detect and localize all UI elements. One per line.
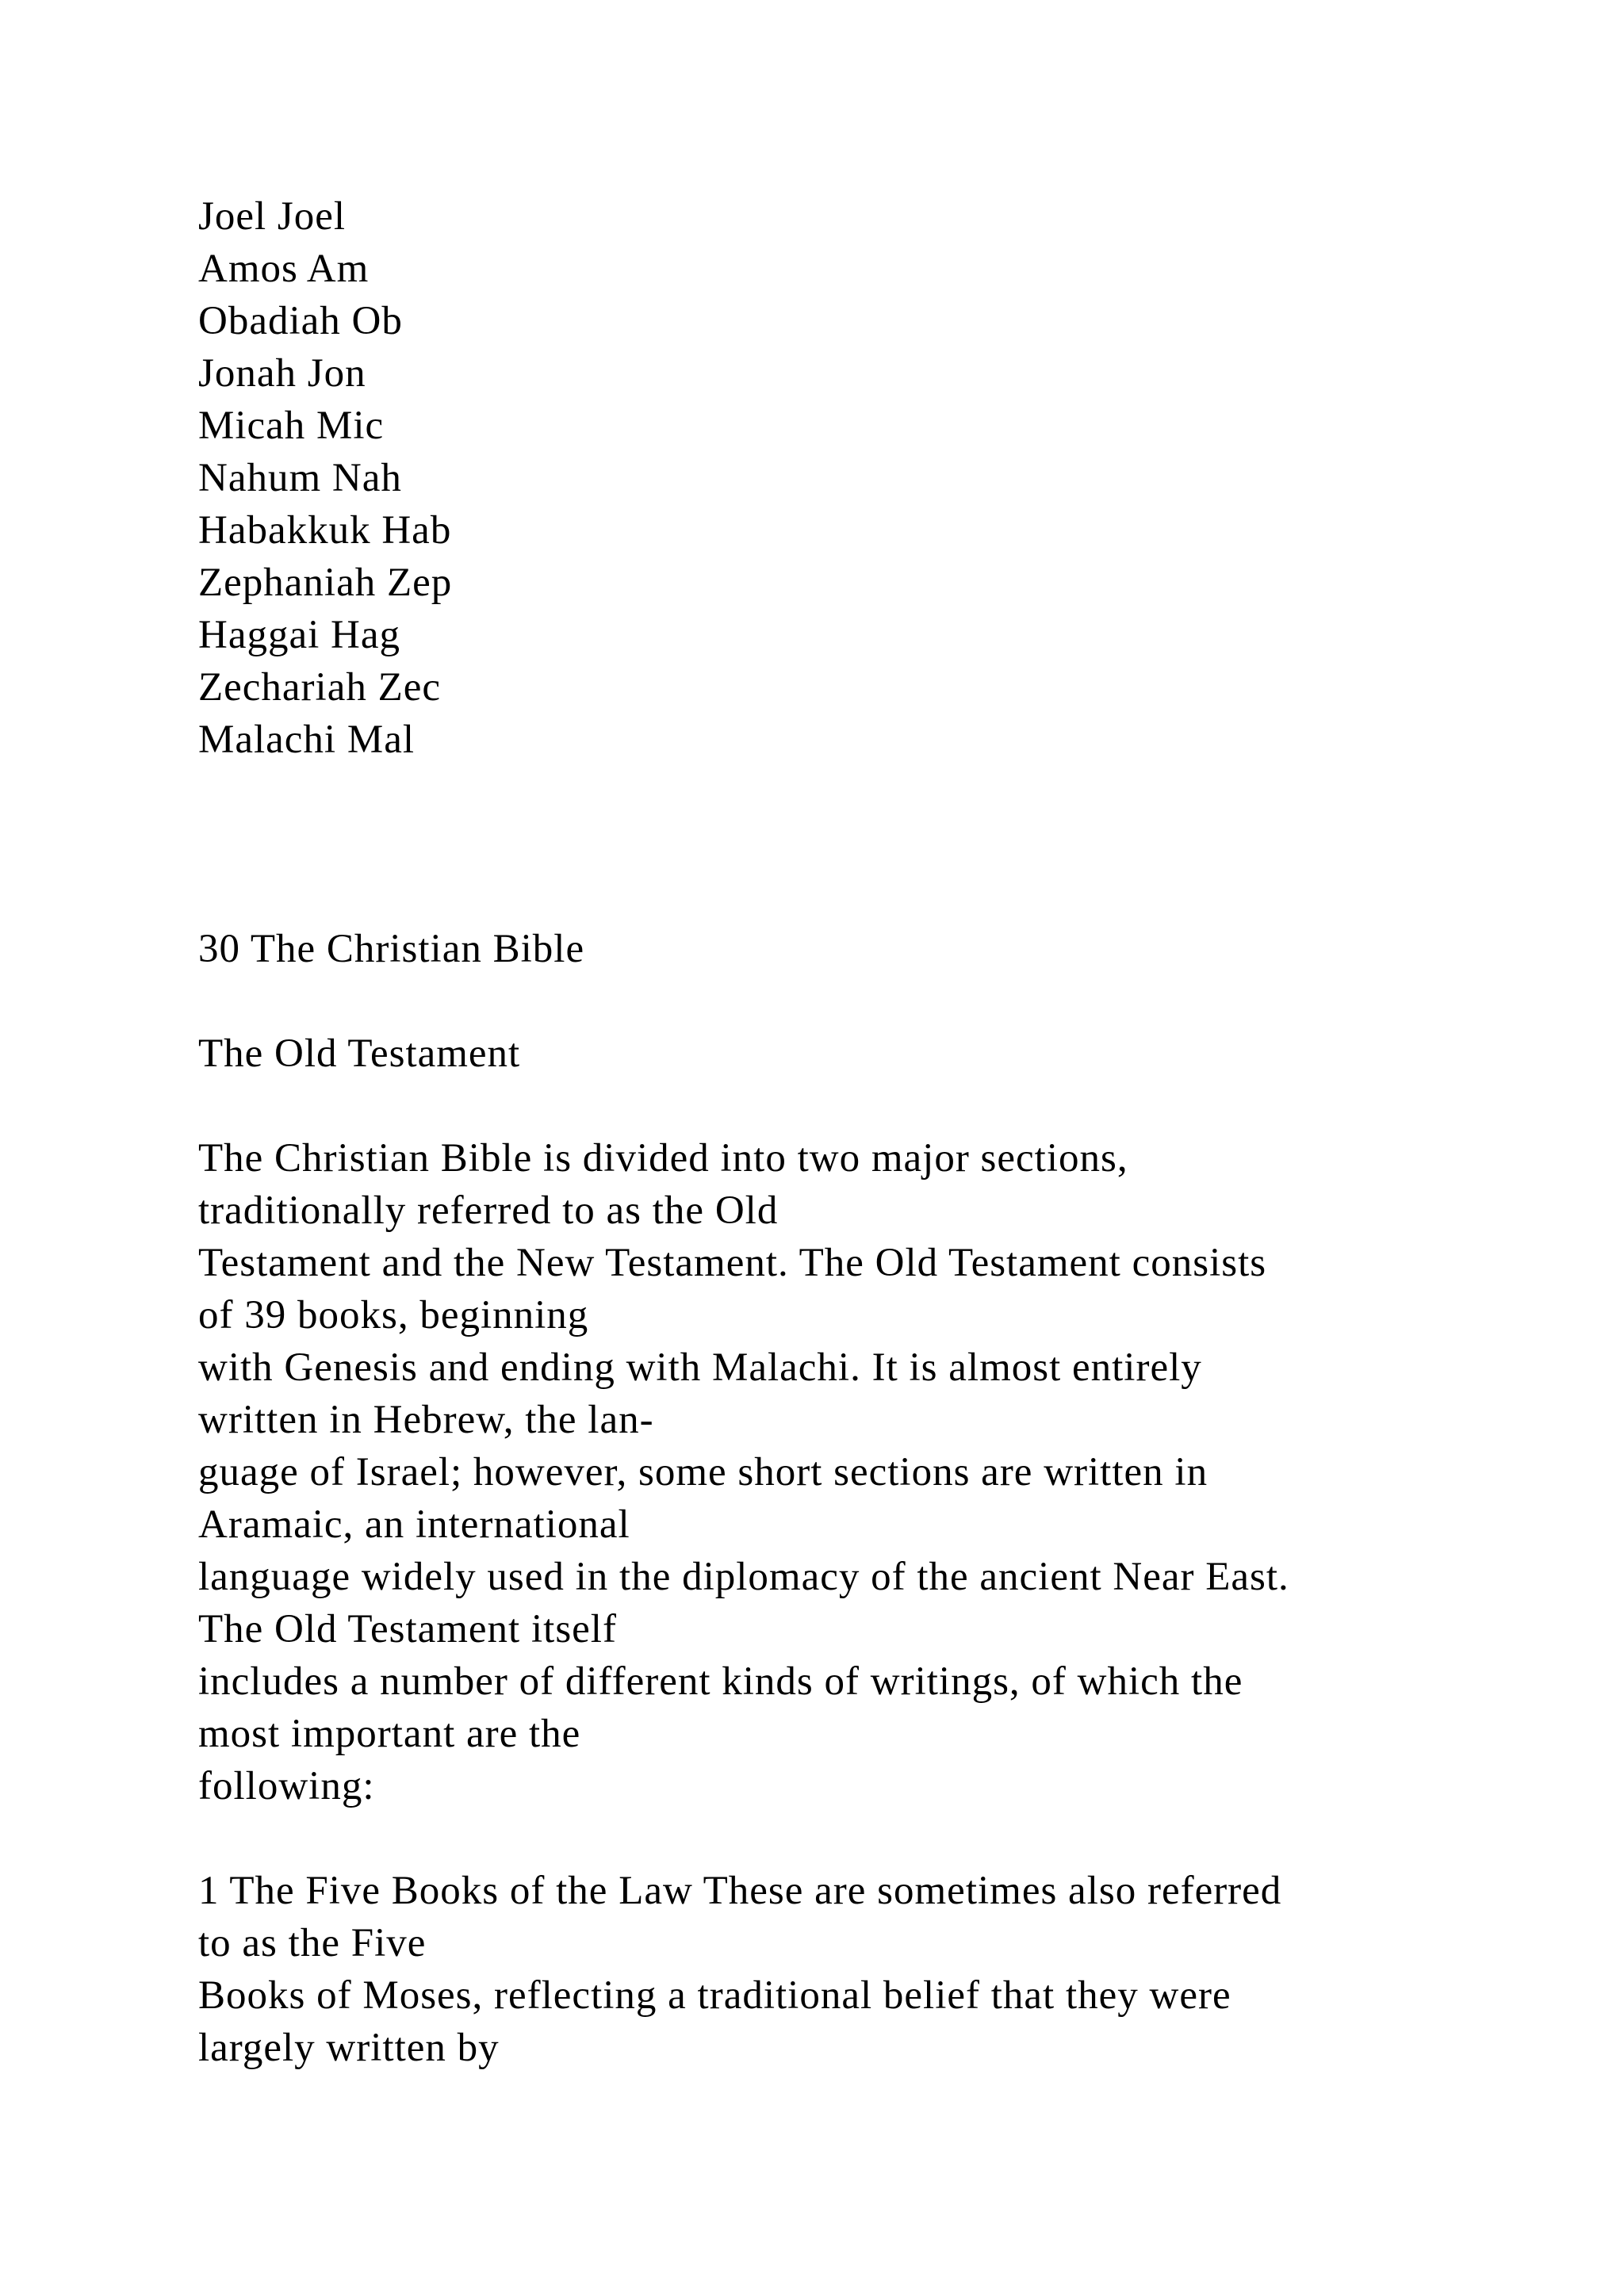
- spacer: [198, 975, 1499, 1027]
- spacer: [198, 818, 1499, 871]
- abbreviation-entry: Nahum Nah: [198, 456, 402, 500]
- abbreviation-entry: Malachi Mal: [198, 718, 415, 762]
- paragraph-line: guage of Israel; however, some short sections are written in: [198, 1450, 1208, 1494]
- spacer: [198, 766, 1499, 818]
- paragraph-line: written in Hebrew, the lan-: [198, 1398, 654, 1442]
- paragraph-line: Testament and the New Testament. The Old Testament consists: [198, 1241, 1267, 1285]
- list-item-line: Books of Moses, reflecting a traditional belief that they were: [198, 1973, 1231, 2018]
- abbreviation-entry: Amos Am: [198, 247, 370, 291]
- paragraph-line: of 39 books, beginning: [198, 1293, 589, 1337]
- list-item: [198, 1865, 1499, 2074]
- paragraph-line: most important are the: [198, 1712, 581, 1756]
- list-item-line: to as the Five: [198, 1921, 427, 1965]
- list-item-line: largely written by: [198, 2026, 500, 2070]
- paragraph-line: The Christian Bible is divided into two major sections,: [198, 1136, 1128, 1181]
- section-heading: The Old Testament: [198, 1031, 521, 1076]
- spacer: [198, 1080, 1499, 1132]
- page-header: 30 The Christian Bible: [198, 927, 585, 971]
- spacer: [198, 871, 1499, 923]
- spacer: [198, 1812, 1499, 1865]
- abbreviation-list: [198, 190, 1499, 766]
- abbreviation-entry: Joel Joel: [198, 194, 347, 239]
- abbreviation-entry: Jonah Jon: [198, 351, 366, 396]
- paragraph-line: following:: [198, 1764, 375, 1808]
- abbreviation-entry: Haggai Hag: [198, 613, 400, 657]
- abbreviation-entry: Micah Mic: [198, 404, 385, 448]
- abbreviation-entry: Zephaniah Zep: [198, 561, 453, 605]
- document-page: [198, 190, 1499, 2074]
- paragraph-line: traditionally referred to as the Old: [198, 1188, 779, 1233]
- body-paragraph: [198, 1132, 1499, 1812]
- paragraph-line: with Genesis and ending with Malachi. It is almost entirely: [198, 1345, 1202, 1390]
- abbreviation-entry: Zechariah Zec: [198, 665, 442, 710]
- abbreviation-entry: Obadiah Ob: [198, 299, 403, 343]
- abbreviation-entry: Habakkuk Hab: [198, 508, 452, 553]
- list-item-line: 1 The Five Books of the Law These are sometimes also referred: [198, 1869, 1282, 1913]
- paragraph-line: The Old Testament itself: [198, 1607, 617, 1651]
- paragraph-line: Aramaic, an international: [198, 1502, 630, 1547]
- paragraph-line: includes a number of different kinds of writings, of which the: [198, 1659, 1243, 1704]
- paragraph-line: language widely used in the diplomacy of the ancient Near East.: [198, 1555, 1289, 1599]
